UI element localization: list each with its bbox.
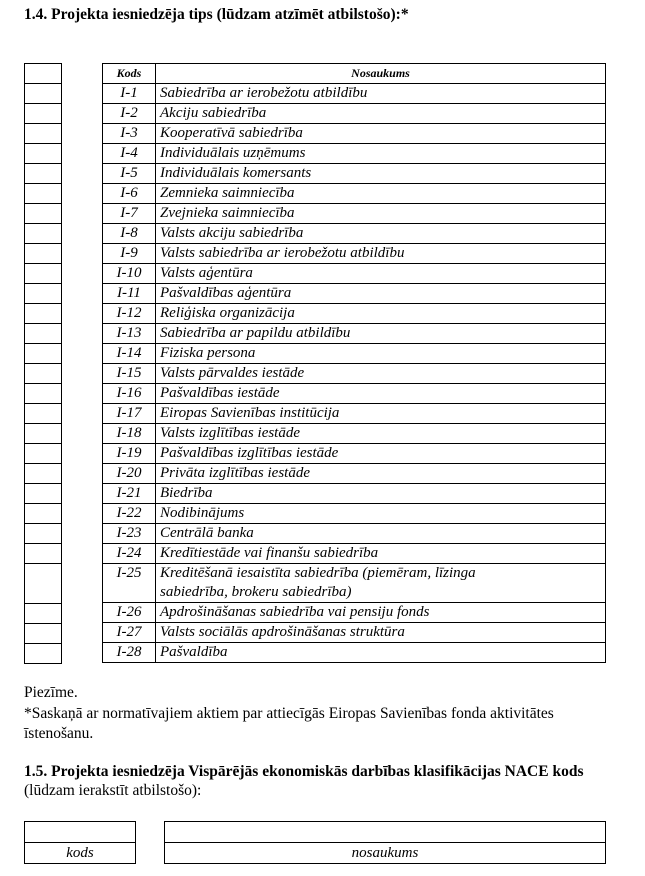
type-code: I-15	[103, 364, 156, 384]
type-checkbox[interactable]	[25, 304, 62, 324]
type-name: Sabiedrība ar ierobežotu atbildību	[156, 84, 606, 104]
note-text: *Saskaņā ar normatīvajiem aktiem par attiecīgās Eiropas Savienības fonda aktivitātes	[24, 705, 554, 722]
type-name: Zemnieka saimniecība	[156, 184, 606, 204]
type-code: I-7	[103, 204, 156, 224]
note-title: Piezīme.	[24, 684, 78, 701]
type-code: I-19	[103, 444, 156, 464]
type-code: I-3	[103, 124, 156, 144]
type-code: I-24	[103, 544, 156, 564]
type-checkbox[interactable]	[25, 144, 62, 164]
table-row	[103, 464, 606, 484]
type-checkbox[interactable]	[25, 244, 62, 264]
nace-code-input[interactable]	[25, 822, 136, 843]
table-header-row	[103, 64, 606, 84]
applicant-type-table	[102, 63, 606, 663]
type-checkbox[interactable]	[25, 624, 62, 644]
header-code: Kods	[103, 64, 156, 84]
table-row	[103, 204, 606, 224]
table-row	[103, 144, 606, 164]
table-row	[103, 264, 606, 284]
type-name: Valsts sabiedrība ar ierobežotu atbildību	[156, 244, 606, 264]
type-checkbox[interactable]	[25, 204, 62, 224]
type-code: I-17	[103, 404, 156, 424]
table-row	[103, 504, 606, 524]
type-checkbox[interactable]	[25, 104, 62, 124]
table-row	[103, 284, 606, 304]
type-code: I-18	[103, 424, 156, 444]
type-checkbox[interactable]	[25, 504, 62, 524]
nace-name-box	[164, 821, 606, 864]
type-name: Pašvaldības iestāde	[156, 384, 606, 404]
type-code: I-8	[103, 224, 156, 244]
type-code: I-22	[103, 504, 156, 524]
type-checkbox[interactable]	[25, 544, 62, 564]
table-row	[103, 224, 606, 244]
table-row	[103, 643, 606, 663]
type-name: Valsts aģentūra	[156, 264, 606, 284]
type-checkbox[interactable]	[25, 604, 62, 624]
table-row	[103, 623, 606, 643]
nace-code-label: kods	[25, 843, 136, 864]
note-text-continued: īstenošanu.	[24, 725, 94, 742]
table-row	[103, 244, 606, 264]
type-checkbox[interactable]	[25, 284, 62, 304]
type-checkbox[interactable]	[25, 564, 62, 604]
table-row	[103, 524, 606, 544]
type-name: Apdrošināšanas sabiedrība vai pensiju fonds	[156, 603, 606, 623]
table-row	[103, 344, 606, 364]
checkbox-header-cell	[25, 64, 62, 84]
table-row	[103, 424, 606, 444]
type-name: Akciju sabiedrība	[156, 104, 606, 124]
section-1-5-title: 1.5. Projekta iesniedzēja Vispārējās ekonomiskās darbības klasifikācijas NACE kods	[24, 763, 584, 780]
table-row	[103, 484, 606, 504]
type-name: Reliģiska organizācija	[156, 304, 606, 324]
type-name: Centrālā banka	[156, 524, 606, 544]
table-row	[103, 304, 606, 324]
type-name: Sabiedrība ar papildu atbildību	[156, 324, 606, 344]
type-checkbox[interactable]	[25, 524, 62, 544]
type-code: I-28	[103, 643, 156, 663]
type-code: I-12	[103, 304, 156, 324]
table-row	[103, 364, 606, 384]
table-row	[103, 544, 606, 564]
type-code: I-23	[103, 524, 156, 544]
type-checkbox[interactable]	[25, 264, 62, 284]
nace-name-label: nosaukums	[165, 843, 606, 864]
table-row	[103, 603, 606, 623]
type-name: Kredītiestāde vai finanšu sabiedrība	[156, 544, 606, 564]
type-name: Valsts pārvaldes iestāde	[156, 364, 606, 384]
type-code: I-14	[103, 344, 156, 364]
type-checkbox[interactable]	[25, 364, 62, 384]
type-checkbox[interactable]	[25, 464, 62, 484]
type-code: I-25	[103, 564, 156, 603]
type-checkbox[interactable]	[25, 224, 62, 244]
type-code: I-10	[103, 264, 156, 284]
type-checkbox[interactable]	[25, 184, 62, 204]
table-row	[103, 164, 606, 184]
type-name: Valsts sociālās apdrošināšanas struktūra	[156, 623, 606, 643]
type-code: I-2	[103, 104, 156, 124]
type-code: I-26	[103, 603, 156, 623]
type-checkbox[interactable]	[25, 644, 62, 664]
type-name: Kooperatīvā sabiedrība	[156, 124, 606, 144]
type-checkbox[interactable]	[25, 164, 62, 184]
table-row	[103, 124, 606, 144]
type-checkbox[interactable]	[25, 404, 62, 424]
table-row	[103, 324, 606, 344]
nace-code-box	[24, 821, 136, 864]
section-1-4-title: 1.4. Projekta iesniedzēja tips (lūdzam atzīmēt atbilstošo):*	[24, 6, 409, 23]
type-name: Kreditēšanā iesaistīta sabiedrība (piemēram, līzinga sabiedrība, brokeru sabiedrība)	[156, 564, 606, 603]
type-name: Pašvaldība	[156, 643, 606, 663]
type-code: I-16	[103, 384, 156, 404]
table-row	[103, 84, 606, 104]
type-checkbox[interactable]	[25, 424, 62, 444]
type-code: I-20	[103, 464, 156, 484]
type-checkbox[interactable]	[25, 344, 62, 364]
type-code: I-11	[103, 284, 156, 304]
type-name: Individuālais uzņēmums	[156, 144, 606, 164]
type-code: I-13	[103, 324, 156, 344]
type-name: Pašvaldības izglītības iestāde	[156, 444, 606, 464]
type-code: I-21	[103, 484, 156, 504]
type-name: Individuālais komersants	[156, 164, 606, 184]
nace-name-input[interactable]	[165, 822, 606, 843]
checkbox-column	[24, 63, 62, 664]
type-checkbox[interactable]	[25, 384, 62, 404]
type-checkbox[interactable]	[25, 484, 62, 504]
header-name: Nosaukums	[156, 64, 606, 84]
table-row	[103, 444, 606, 464]
type-name: Pašvaldības aģentūra	[156, 284, 606, 304]
table-row	[103, 564, 606, 603]
type-code: I-4	[103, 144, 156, 164]
section-1-5-subtitle: (lūdzam ierakstīt atbilstošo):	[24, 782, 202, 799]
type-name: Zvejnieka saimniecība	[156, 204, 606, 224]
table-row	[103, 104, 606, 124]
type-code: I-9	[103, 244, 156, 264]
type-checkbox[interactable]	[25, 444, 62, 464]
table-row	[103, 184, 606, 204]
type-checkbox[interactable]	[25, 124, 62, 144]
type-checkbox[interactable]	[25, 324, 62, 344]
type-code: I-1	[103, 84, 156, 104]
type-name: Valsts izglītības iestāde	[156, 424, 606, 444]
type-name: Fiziska persona	[156, 344, 606, 364]
table-row	[103, 404, 606, 424]
type-name: Nodibinājums	[156, 504, 606, 524]
type-name: Privāta izglītības iestāde	[156, 464, 606, 484]
type-checkbox[interactable]	[25, 84, 62, 104]
table-row	[103, 384, 606, 404]
type-code: I-5	[103, 164, 156, 184]
type-code: I-27	[103, 623, 156, 643]
type-name: Biedrība	[156, 484, 606, 504]
type-code: I-6	[103, 184, 156, 204]
type-name: Eiropas Savienības institūcija	[156, 404, 606, 424]
type-name: Valsts akciju sabiedrība	[156, 224, 606, 244]
